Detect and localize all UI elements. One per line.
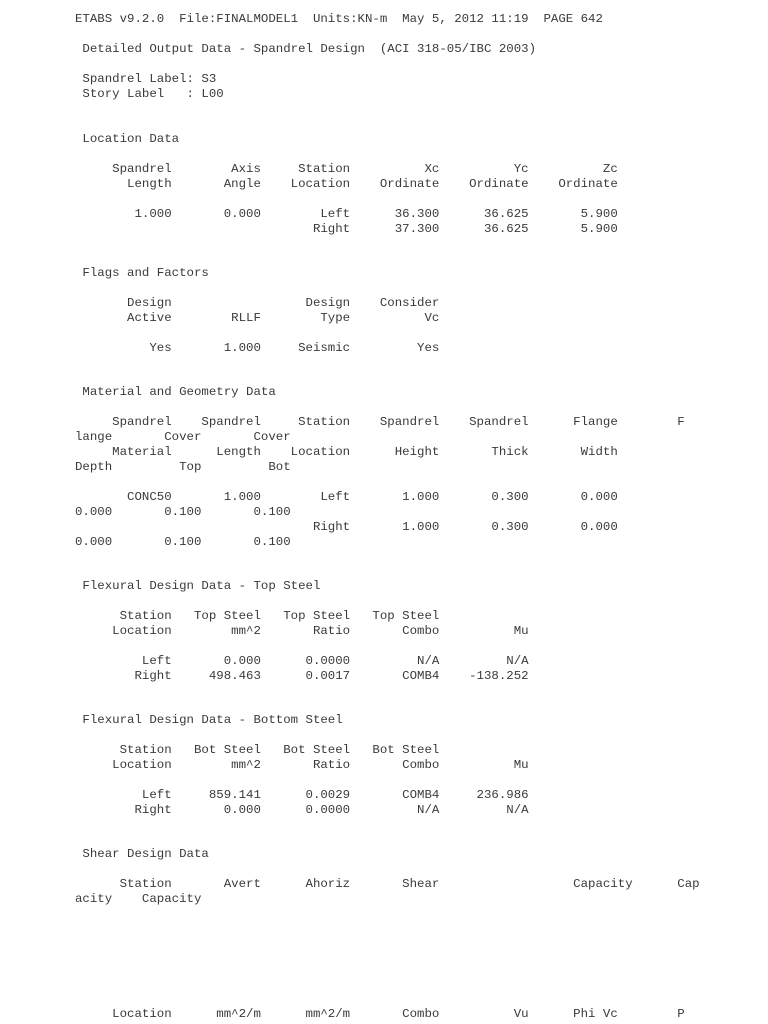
location-data-row: Right 37.300 36.625 5.900	[75, 222, 618, 236]
material-geometry-header: lange Cover Cover	[75, 430, 291, 444]
location-data-header: Length Angle Location Ordinate Ordinate Ordinate	[75, 177, 618, 191]
flags-factors-heading: Flags and Factors	[75, 266, 209, 280]
material-geometry-row: CONC50 1.000 Left 1.000 0.300 0.000	[75, 490, 618, 504]
location-data-header: Spandrel Axis Station Xc Yc Zc	[75, 162, 618, 176]
material-geometry-header: Spandrel Spandrel Station Spandrel Spandrel Flange F	[75, 415, 685, 429]
flexural-top-row: Left 0.000 0.0000 N/A N/A	[75, 654, 529, 668]
material-geometry-row: 0.000 0.100 0.100	[75, 535, 291, 549]
shear-design-header: Location mm^2/m mm^2/m Combo Vu Phi Vc P	[75, 1007, 685, 1021]
flags-factors-row: Yes 1.000 Seismic Yes	[75, 341, 440, 355]
spandrel-label: Spandrel Label: S3	[75, 72, 217, 86]
flexural-top-header: Location mm^2 Ratio Combo Mu	[75, 624, 529, 638]
flags-factors-header: Design Design Consider	[75, 296, 440, 310]
flexural-bottom-header: Location mm^2 Ratio Combo Mu	[75, 758, 529, 772]
material-geometry-heading: Material and Geometry Data	[75, 385, 276, 399]
story-label: Story Label : L00	[75, 87, 224, 101]
shear-design-header: Station Avert Ahoriz Shear Capacity Cap	[75, 877, 700, 891]
location-data-heading: Location Data	[75, 132, 180, 146]
shear-design-heading: Shear Design Data	[75, 847, 209, 861]
flexural-top-heading: Flexural Design Data - Top Steel	[75, 579, 321, 593]
flexural-top-header: Station Top Steel Top Steel Top Steel	[75, 609, 440, 623]
material-geometry-row: 0.000 0.100 0.100	[75, 505, 291, 519]
flexural-top-row: Right 498.463 0.0017 COMB4 -138.252	[75, 669, 529, 683]
flexural-bottom-row: Left 859.141 0.0029 COMB4 236.986	[75, 788, 529, 802]
location-data-row: 1.000 0.000 Left 36.300 36.625 5.900	[75, 207, 618, 221]
flexural-bottom-heading: Flexural Design Data - Bottom Steel	[75, 713, 343, 727]
page-header: ETABS v9.2.0 File:FINALMODEL1 Units:KN-m May 5, 2012 11:19 PAGE 642	[75, 12, 603, 26]
document-title: Detailed Output Data - Spandrel Design (ACI 318-05/IBC 2003)	[75, 42, 537, 56]
flexural-bottom-header: Station Bot Steel Bot Steel Bot Steel	[75, 743, 440, 757]
flexural-bottom-row: Right 0.000 0.0000 N/A N/A	[75, 803, 529, 817]
material-geometry-row: Right 1.000 0.300 0.000	[75, 520, 618, 534]
flags-factors-header: Active RLLF Type Vc	[75, 311, 440, 325]
shear-design-header: acity Capacity	[75, 892, 202, 906]
material-geometry-header: Depth Top Bot	[75, 460, 291, 474]
material-geometry-header: Material Length Location Height Thick Width	[75, 445, 618, 459]
